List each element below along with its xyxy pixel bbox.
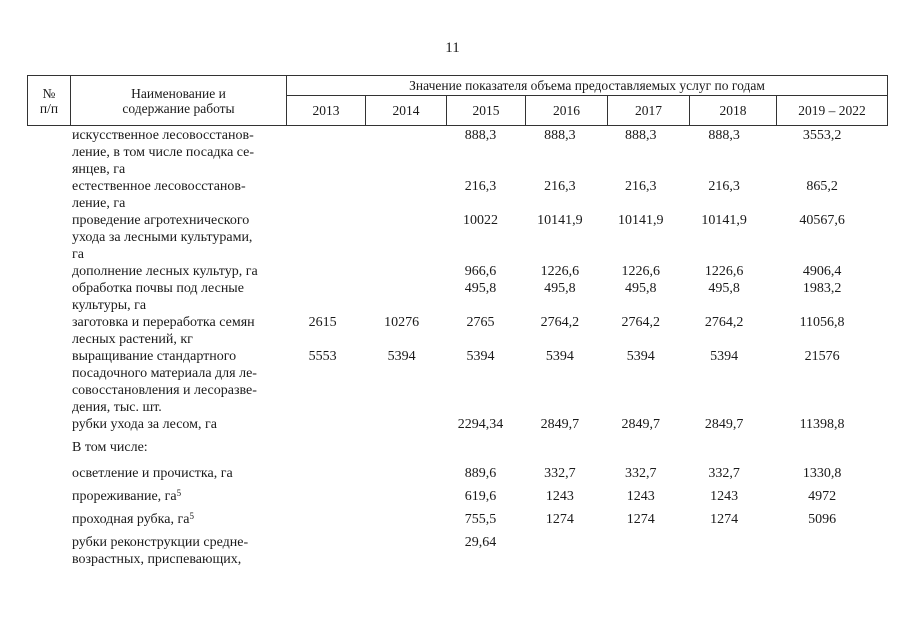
row-name-line: ление, в том числе посадка се-	[71, 145, 255, 160]
cell-2019-2022: 3553,2	[802, 128, 842, 143]
cell-2013: 2615	[308, 315, 337, 330]
row-name-line: осветление и прочистка, га	[71, 466, 233, 481]
row-name	[69, 439, 284, 456]
cell-2017: 2849,7	[621, 417, 661, 432]
row-name-line	[72, 488, 282, 505]
cell-2018: 5394	[710, 349, 739, 364]
cell-2016: 888,3	[544, 128, 576, 143]
cell-2015: 216,3	[464, 179, 497, 194]
row-name-line: ление, га	[71, 196, 126, 211]
table-row	[27, 263, 877, 280]
row-name	[69, 348, 284, 416]
row-name	[69, 511, 284, 528]
cell-2016: 495,8	[544, 281, 576, 296]
table-body	[27, 127, 877, 568]
table-header	[27, 75, 888, 126]
table-row	[27, 511, 877, 528]
cell-2019-2022: 865,2	[806, 179, 838, 194]
row-name-line: дополнение лесных культур, га	[71, 264, 258, 279]
cell-2019-2022: 21576	[804, 349, 840, 364]
row-name-line: искусственное лесовосстанов-	[71, 128, 254, 143]
cell-2017: 332,7	[625, 466, 657, 481]
cell-2016: 332,7	[544, 466, 576, 481]
cell-2015: 495,8	[464, 281, 497, 296]
row-name	[69, 416, 284, 433]
cell-2018: 10141,9	[701, 213, 747, 228]
header-num-label-1: №	[42, 85, 56, 101]
header-num-cell	[28, 76, 71, 126]
cell-2015: 619,6	[464, 489, 497, 504]
header-name-cell	[71, 76, 287, 126]
cell-2015: 966,6	[464, 264, 497, 279]
cell-2015: 755,5	[464, 512, 497, 527]
cell-2018: 332,7	[708, 466, 740, 481]
row-name	[69, 314, 284, 348]
cell-2017: 495,8	[625, 281, 657, 296]
row-name-line: выращивание стандартного	[71, 349, 237, 364]
footnote-marker: 5	[189, 511, 194, 521]
header-year-2013: 2013	[287, 96, 366, 126]
cell-2018: 1243	[710, 489, 739, 504]
cell-2018: 2849,7	[704, 417, 744, 432]
cell-2015: 889,6	[464, 466, 497, 481]
row-name-line: посадочного материала для ле-	[71, 366, 257, 381]
table-row	[27, 534, 877, 568]
cell-2019-2022: 1983,2	[802, 281, 842, 296]
cell-2016: 1243	[545, 489, 574, 504]
cell-2017: 216,3	[625, 179, 657, 194]
row-name-line: обработка почвы под лесные	[71, 281, 244, 296]
cell-2015: 2765	[466, 315, 495, 330]
table-row	[27, 416, 877, 433]
cell-2019-2022: 11056,8	[799, 315, 845, 330]
cell-2017: 888,3	[625, 128, 657, 143]
header-value-label: Значение показателя объема предоставляемых услуг по годам	[287, 76, 888, 96]
cell-2019-2022: 4906,4	[802, 264, 842, 279]
table-row	[27, 127, 877, 178]
cell-2014: 5394	[387, 349, 416, 364]
table-row	[27, 465, 877, 482]
row-name-line	[72, 511, 282, 528]
cell-2017: 1274	[626, 512, 655, 527]
row-name-line: ухода за лесными культурами,	[71, 230, 253, 245]
row-name	[69, 263, 284, 280]
cell-2019-2022: 1330,8	[802, 466, 842, 481]
row-name-text: проходная рубка, га	[71, 512, 190, 527]
row-name-line: лесных растений, кг	[71, 332, 193, 347]
row-name-line: культуры, га	[71, 298, 147, 313]
row-name-line: янцев, га	[71, 162, 126, 177]
row-name-line: естественное лесовосстанов-	[71, 179, 246, 194]
cell-2017: 1243	[626, 489, 655, 504]
header-year-2017: 2017	[608, 96, 690, 126]
row-name	[69, 127, 284, 178]
cell-2016: 1274	[545, 512, 574, 527]
cell-2019-2022: 40567,6	[799, 213, 845, 228]
header-name-label-1: Наименование и	[131, 85, 226, 101]
header-year-2016: 2016	[526, 96, 608, 126]
cell-2018: 216,3	[708, 179, 740, 194]
row-name	[69, 280, 284, 314]
table-row	[27, 212, 877, 263]
cell-2016: 10141,9	[537, 213, 583, 228]
row-name-line: рубки ухода за лесом, га	[71, 417, 217, 432]
cell-2015: 5394	[466, 349, 495, 364]
cell-2015: 10022	[462, 213, 498, 228]
table-row	[27, 488, 877, 505]
table-row	[27, 280, 877, 314]
cell-2018: 1274	[710, 512, 739, 527]
cell-2018: 495,8	[708, 281, 740, 296]
cell-2018: 1226,6	[704, 264, 744, 279]
table-row	[27, 348, 877, 416]
page-number: 11	[445, 40, 460, 56]
row-name	[69, 488, 284, 505]
cell-2015: 888,3	[464, 128, 497, 143]
header-year-2015: 2015	[447, 96, 526, 126]
row-subheading: В том числе:	[72, 440, 148, 455]
cell-2017: 2764,2	[621, 315, 661, 330]
row-name	[69, 178, 284, 212]
row-name-line: возрастных, приспевающих,	[71, 552, 242, 567]
header-year-2019-2022: 2019 – 2022	[777, 96, 888, 126]
row-name-line: дения, тыс. шт.	[71, 400, 162, 415]
cell-2019-2022: 5096	[808, 512, 837, 527]
header-num-label-2: п/п	[39, 100, 59, 116]
cell-2018: 888,3	[708, 128, 740, 143]
row-name-text: прореживание, га	[71, 489, 177, 504]
cell-2017: 10141,9	[618, 213, 664, 228]
footnote-marker: 5	[176, 488, 182, 498]
table-row	[27, 178, 877, 212]
row-name-line: га	[71, 247, 84, 262]
cell-2019-2022: 4972	[808, 489, 837, 504]
row-name-line: проведение агротехнического	[71, 213, 250, 228]
cell-2013: 5553	[308, 349, 337, 364]
cell-2016: 216,3	[544, 179, 576, 194]
row-name	[69, 534, 284, 568]
row-name-line: совосстановления и лесоразве-	[71, 383, 257, 398]
header-name-label-2: содержание работы	[122, 100, 235, 116]
cell-2015: 2294,34	[457, 417, 504, 432]
header-year-2014: 2014	[366, 96, 447, 126]
cell-2014: 10276	[384, 315, 420, 330]
row-name	[69, 465, 284, 482]
table-row	[27, 439, 877, 456]
cell-2016: 2849,7	[540, 417, 580, 432]
cell-2015: 29,64	[464, 535, 497, 550]
cell-2017: 1226,6	[621, 264, 661, 279]
row-name-line: рубки реконструкции средне-	[71, 535, 249, 550]
row-name-line: заготовка и переработка семян	[71, 315, 255, 330]
cell-2016: 5394	[545, 349, 574, 364]
header-year-2018: 2018	[690, 96, 777, 126]
cell-2017: 5394	[626, 349, 655, 364]
cell-2018: 2764,2	[704, 315, 744, 330]
cell-2016: 1226,6	[540, 264, 580, 279]
cell-2019-2022: 11398,8	[799, 417, 845, 432]
table-row	[27, 314, 877, 348]
row-name	[69, 212, 284, 263]
cell-2016: 2764,2	[540, 315, 580, 330]
